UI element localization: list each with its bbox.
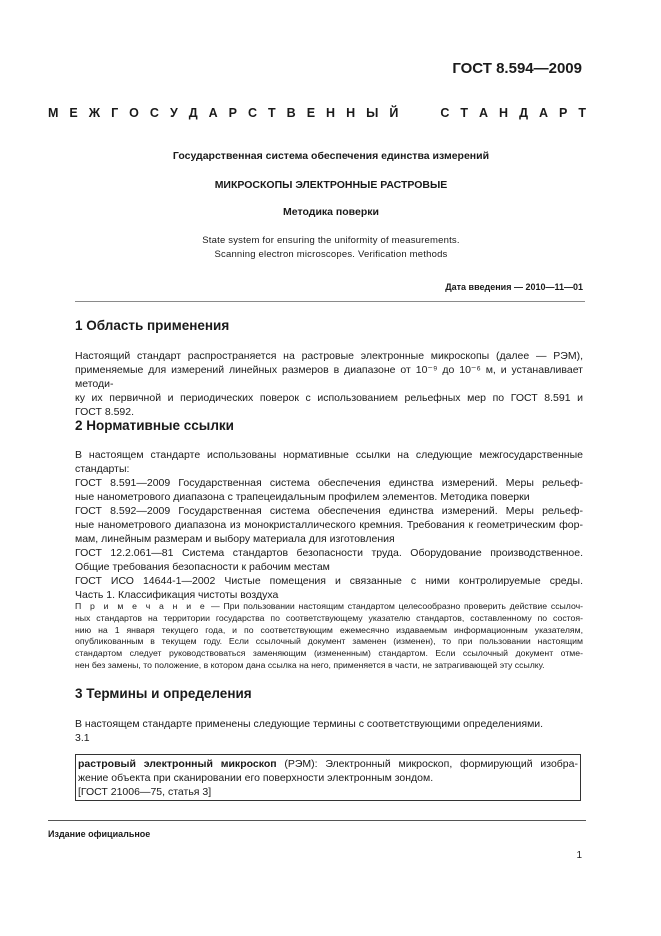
method-title: Методика поверки [283, 206, 379, 218]
banner-letter: Е [306, 106, 316, 120]
english-title-line-1: State system for ensuring the uniformity of measurements. [202, 235, 460, 246]
section-2-note [75, 601, 583, 672]
paragraph-line: В настоящем стандарте использованы нормативные ссылки на следующие межгосударственные [75, 449, 583, 461]
section-2-heading: 2 Нормативные ссылки [75, 418, 234, 433]
banner-letter: М [48, 106, 59, 120]
paragraph-line: Настоящий стандарт распространяется на растровые электронные микроскопы (далее — РЭМ), [75, 350, 583, 362]
english-title-line-2: Scanning electron microscopes. Verification methods [214, 249, 448, 260]
term-source: [ГОСТ 21006—75, статья 3] [78, 786, 212, 798]
introduction-date: Дата введения — 2010—11—01 [445, 282, 583, 292]
interstate-standard-banner [48, 106, 586, 120]
banner-letter: Т [578, 106, 586, 120]
reference-line: мам, линейным размерам и выбору материала для изготовления [75, 533, 395, 545]
section-3-intro [75, 717, 583, 745]
banner-letter: Н [326, 106, 336, 120]
banner-letter: С [440, 106, 450, 120]
note-line: ных стандартов на территории государства по соответствующему указателю стандартов, составленному по состоя- [75, 612, 583, 623]
banner-letter: А [538, 106, 549, 120]
header-divider [75, 301, 585, 302]
banner-letter: Т [268, 106, 276, 120]
banner-letter: А [208, 106, 218, 120]
banner-letter: Н [346, 106, 356, 120]
banner-letter: Т [460, 106, 469, 120]
system-title: Государственная система обеспечения единства измерений [172, 150, 490, 162]
paragraph-line: ку их первичной и периодических поверок с использованием рельефных мер по ГОСТ 8.591 и [75, 392, 583, 404]
standard-code: ГОСТ 8.594—2009 [452, 60, 582, 77]
note-line: опубликованным в текущем году. Если ссылочный документ заменен (изменен), то при пользовании настоящим [75, 636, 583, 647]
banner-letter: У [169, 106, 178, 120]
note-line: стандартом следует руководствоваться заменяющим (измененным) стандартом. Если ссылочный документ отме- [75, 648, 583, 659]
reference-line: ГОСТ 8.591—2009 Государственная система обеспечения единства измерений. Меры рельеф- [75, 477, 583, 489]
note-line: нию на 1 января текущего года, и по соответствующим ежемесячно издаваемым информационным указателям, [75, 624, 583, 635]
note-line: нен без замены, то положение, в котором дана ссылка на него, применяется в части, не затрагивающей эту ссылку. [75, 659, 545, 670]
section-3-heading: 3 Термины и определения [75, 686, 252, 701]
banner-letter: О [129, 106, 139, 120]
reference-line: Общие требования безопасности к рабочим местам [75, 561, 330, 573]
edition-label: Издание официальное [48, 829, 151, 839]
banner-letter: Е [69, 106, 78, 120]
subject-title: МИКРОСКОПЫ ЭЛЕКТРОННЫЕ РАСТРОВЫЕ [214, 179, 448, 191]
section-1-paragraph [75, 349, 583, 419]
term-name: растровый электронный микроскоп [78, 758, 277, 770]
banner-letter: В [286, 106, 296, 120]
note-label: П р и м е ч а н и е [75, 601, 208, 611]
banner-letter: Ж [88, 106, 101, 120]
footer-divider [48, 820, 586, 821]
banner-letter: Р [228, 106, 237, 120]
reference-line: ГОСТ ИСО 14644-1—2002 Чистые помещения и связанные с ними контролируемые среды. [75, 575, 583, 587]
banner-letter: С [248, 106, 258, 120]
banner-letter: Д [519, 106, 528, 120]
reference-line: ГОСТ 8.592—2009 Государственная система обеспечения единства измерений. Меры рельеф- [75, 505, 583, 517]
banner-letter: Г [111, 106, 119, 120]
term-line: жение объекта при сканировании его поверхности электронным зондом. [78, 772, 434, 784]
banner-letter: Д [188, 106, 198, 120]
term-definition [78, 757, 578, 799]
banner-letter: А [479, 106, 489, 120]
banner-word-gap [409, 106, 429, 120]
page-number: 1 [576, 850, 582, 861]
paragraph-line: В настоящем стандарте применены следующие термины с соответствующими определениями. [75, 718, 544, 730]
paragraph-line: применяемые для измерений линейных размеров в диапазоне от 10⁻⁹ до 10⁻⁶ м, и устанавливает методи- [75, 364, 583, 390]
note-line: П р и м е ч а н и е — При пользовании настоящим стандартом целесообразно проверить действие ссылоч- [75, 601, 584, 611]
reference-line: ные нанометрового диапазона с трапецеидальным профилем элементов. Методика поверки [75, 491, 530, 503]
banner-letter: Й [389, 106, 399, 120]
banner-letter: Р [559, 106, 568, 120]
reference-line: ГОСТ 12.2.061—81 Система стандартов безопасности труда. Оборудование производственное. [75, 547, 583, 559]
banner-letter: Н [499, 106, 509, 120]
paragraph-line: стандарты: [75, 463, 130, 475]
term-line: растровый электронный микроскоп (РЭМ): Электронный микроскоп, формирующий изобра- [78, 758, 578, 770]
banner-letter: С [149, 106, 159, 120]
reference-line: Часть 1. Классификация чистоты воздуха [75, 589, 279, 601]
section-1-heading: 1 Область применения [75, 318, 230, 333]
reference-line: ные нанометрового диапазона из монокристаллического кремния. Требования к геометрическим фор- [75, 519, 583, 531]
banner-letter: Ы [366, 106, 379, 120]
term-number: 3.1 [75, 732, 90, 744]
section-2-references [75, 448, 583, 602]
paragraph-line: ГОСТ 8.592. [75, 406, 135, 418]
